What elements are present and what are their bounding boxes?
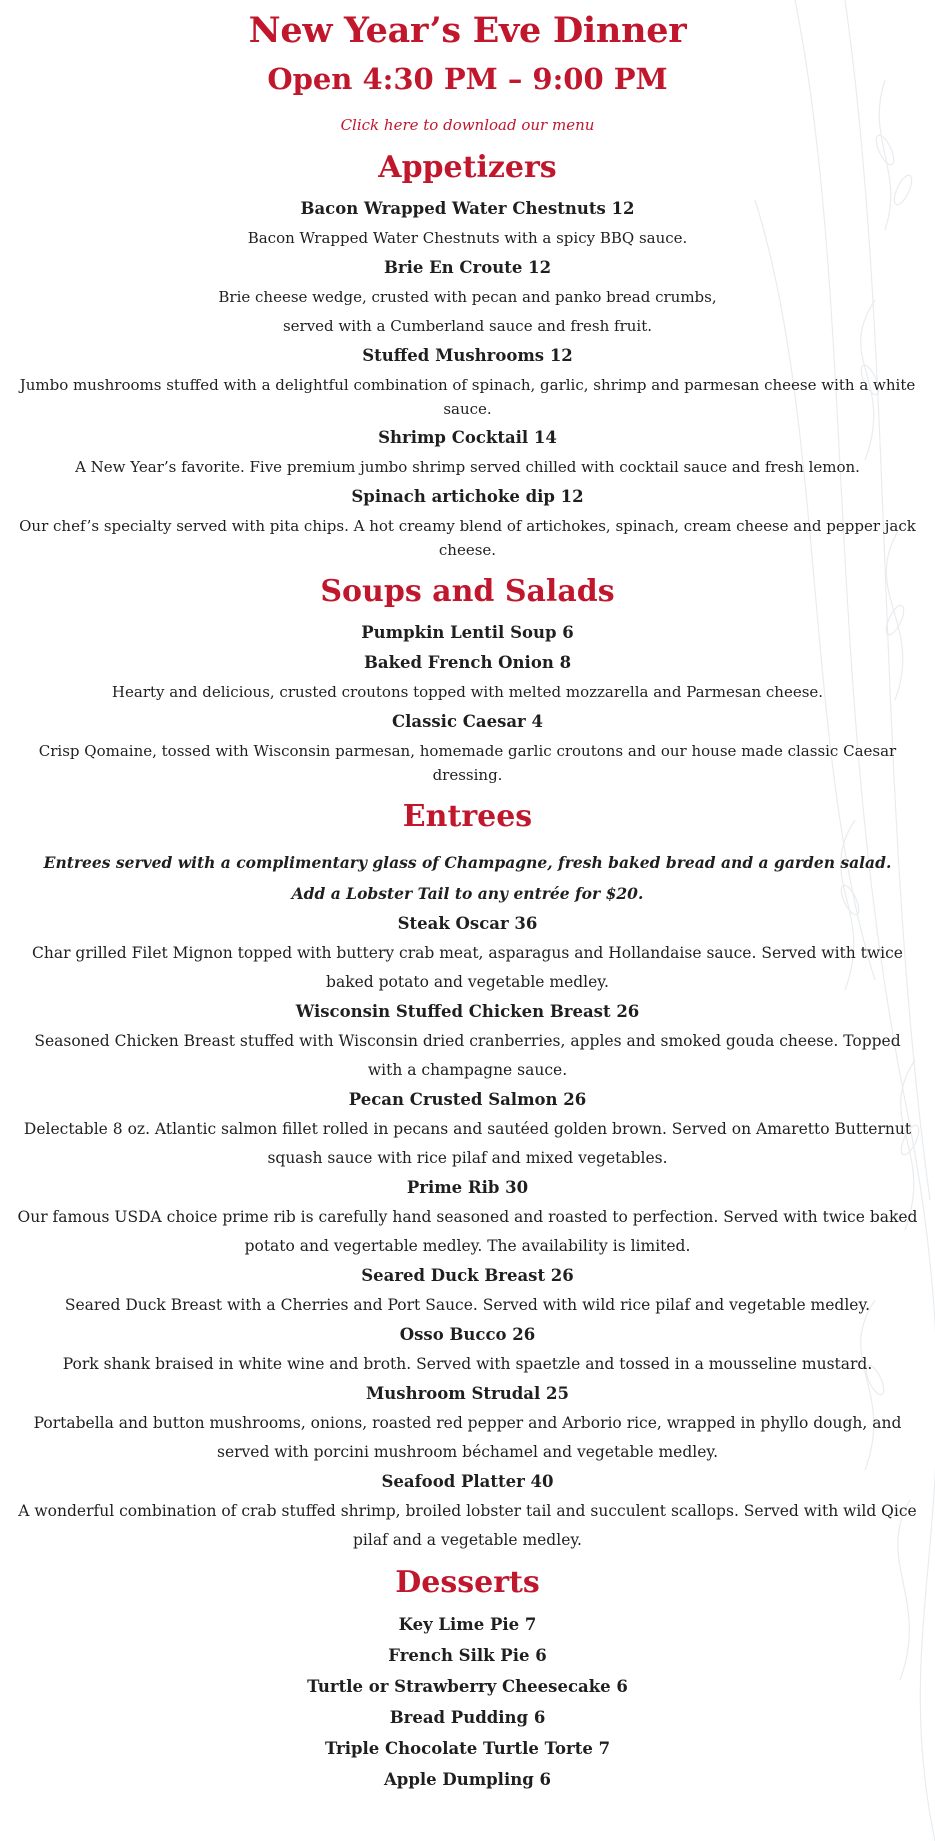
soups-salads-heading: Soups and Salads bbox=[320, 574, 615, 609]
menu-item-name: Pecan Crusted Salmon 26 bbox=[348, 1090, 587, 1109]
appetizers-section bbox=[0, 140, 935, 564]
entrees-note: Entrees served with a complimentary glass of Champagne, fresh baked bread and a garden salad. Add a Lobster Tail to any entrée for $20. bbox=[43, 853, 892, 903]
menu-item-name: Shrimp Cocktail 14 bbox=[378, 428, 557, 447]
menu-item-description: Bacon Wrapped Water Chestnuts with a spicy BBQ sauce. bbox=[247, 229, 688, 247]
menu-item-name: Seafood Platter 40 bbox=[381, 1472, 554, 1491]
menu-item-name: Prime Rib 30 bbox=[406, 1178, 529, 1197]
menu-item-description: served with a Cumberland sauce and fresh fruit. bbox=[282, 317, 653, 335]
menu-item-name: French Silk Pie 6 bbox=[388, 1646, 547, 1665]
menu-item-description: Seared Duck Breast with a Cherries and Port Sauce. Served with wild rice pilaf and vegetable medley. bbox=[64, 1296, 871, 1314]
menu-item-name: Bread Pudding 6 bbox=[389, 1708, 546, 1727]
menu-item-description: Crisp Qomaine, tossed with Wisconsin parmesan, homemade garlic croutons and our house made classic Caesar dressing. bbox=[38, 742, 897, 784]
menu-item-description: Brie cheese wedge, crusted with pecan and panko bread crumbs, bbox=[218, 288, 717, 306]
menu-item-name: Key Lime Pie 7 bbox=[398, 1615, 537, 1634]
menu-item-name: Osso Bucco 26 bbox=[399, 1325, 536, 1344]
opening-hours: Open 4:30 PM – 9:00 PM bbox=[267, 62, 668, 96]
menu-item-description: Hearty and delicious, crusted croutons topped with melted mozzarella and Parmesan cheese. bbox=[111, 683, 824, 701]
soups-salads-section bbox=[0, 564, 935, 789]
menu-item-name: Brie En Croute 12 bbox=[383, 258, 552, 277]
menu-item-description: Pork shank braised in white wine and broth. Served with spaetzle and tossed in a mousseline mustard. bbox=[62, 1355, 873, 1373]
menu-item-name: Steak Oscar 36 bbox=[397, 914, 538, 933]
menu-item-name: Bacon Wrapped Water Chestnuts 12 bbox=[300, 199, 635, 218]
page-title: New Year’s Eve Dinner bbox=[248, 10, 687, 51]
menu-item-name: Spinach artichoke dip 12 bbox=[351, 487, 584, 506]
menu-item-description: Portabella and button mushrooms, onions, roasted red pepper and Arborio rice, wrapped in phyllo dough, and served with porcini mushroom béchamel and vegetable medley. bbox=[33, 1414, 902, 1461]
menu-item-description: Char grilled Filet Mignon topped with buttery crab meat, asparagus and Hollandaise sauce. Served with twice baked potato and vegetable medley. bbox=[32, 944, 903, 991]
menu-item-name: Triple Chocolate Turtle Torte 7 bbox=[324, 1739, 611, 1758]
menu-item-description: Delectable 8 oz. Atlantic salmon fillet rolled in pecans and sautéed golden brown. Served on Amaretto Butternut squash sauce with rice pilaf and mixed vegetables. bbox=[23, 1120, 912, 1167]
menu-item-name: Pumpkin Lentil Soup 6 bbox=[361, 623, 574, 642]
menu-item-description: A New Year’s favorite. Five premium jumbo shrimp served chilled with cocktail sauce and fresh lemon. bbox=[75, 458, 860, 476]
entrees-heading: Entrees bbox=[402, 799, 533, 834]
menu-item-description: Our chef’s specialty served with pita chips. A hot creamy blend of artichokes, spinach, cream cheese and pepper jack cheese. bbox=[19, 517, 916, 559]
menu-item-name: Baked French Onion 8 bbox=[363, 653, 572, 672]
menu-item-description: Jumbo mushrooms stuffed with a delightful combination of spinach, garlic, shrimp and parmesan cheese with a white sauce. bbox=[19, 376, 916, 418]
menu-item-description: Seasoned Chicken Breast stuffed with Wisconsin dried cranberries, apples and smoked gouda cheese. Topped with a champagne sauce. bbox=[34, 1032, 901, 1079]
menu-item-name: Wisconsin Stuffed Chicken Breast 26 bbox=[295, 1002, 640, 1021]
menu-item-name: Classic Caesar 4 bbox=[392, 712, 543, 731]
menu-item-description: A wonderful combination of crab stuffed shrimp, broiled lobster tail and succulent scallops. Served with wild Qice pilaf and a vegetable medley. bbox=[18, 1502, 917, 1549]
download-menu-link[interactable]: Click here to download our menu bbox=[340, 116, 595, 134]
menu-item-description: Our famous USDA choice prime rib is carefully hand seasoned and roasted to perfection. Served with twice baked potato and vegertable medley. The availability is limited. bbox=[17, 1208, 918, 1255]
desserts-section bbox=[0, 1555, 935, 1795]
menu-item-name: Seared Duck Breast 26 bbox=[361, 1266, 574, 1285]
appetizers-heading: Appetizers bbox=[378, 150, 557, 185]
menu-item-name: Mushroom Strudal 25 bbox=[366, 1384, 569, 1403]
desserts-heading: Desserts bbox=[395, 1565, 540, 1600]
entrees-section bbox=[0, 789, 935, 1555]
menu-item-name: Apple Dumpling 6 bbox=[384, 1770, 551, 1789]
menu-item-name: Stuffed Mushrooms 12 bbox=[362, 346, 573, 365]
menu-item-name: Turtle or Strawberry Cheesecake 6 bbox=[307, 1677, 628, 1696]
